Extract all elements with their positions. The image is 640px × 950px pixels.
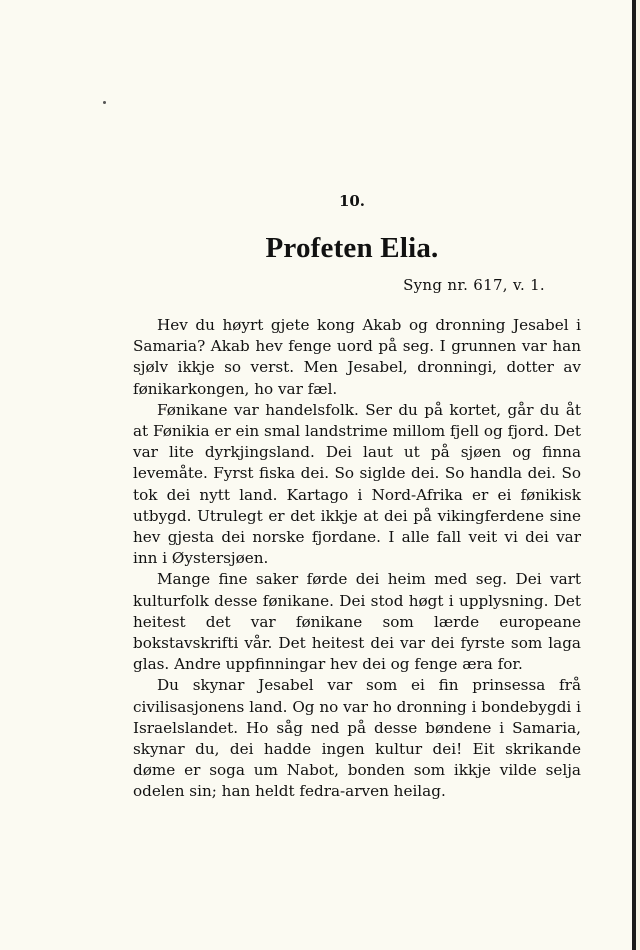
chapter-number: 10.: [338, 192, 366, 210]
paper-speck: [103, 101, 106, 104]
paragraph: Hev du høyrt gjete kong Akab og dronning Jesabel i Samaria? Akab hev fenge uord på seg. I grunnen var han sjølv ikkje so verst. Men Jesabel, dronningi, dotter av fønikarkongen, ho var fæl.: [133, 316, 581, 398]
hymn-reference: Syng nr. 617, v. 1.: [403, 276, 545, 294]
body-text: [133, 315, 581, 803]
paragraph: Du skynar Jesabel var som ei fin prinsessa frå civilisasjonens land. Og no var ho dronning i bondebygdi i Israelslandet. Ho såg ned på desse bøndene i Samaria, skynar du, dei hadde ingen kultur dei! Eit skrikande døme er soga um Nabot, bonden som ikkje vilde selja odelen sin; han heldt fedra-arven heilag.: [133, 676, 581, 801]
paragraph: Fønikane var handelsfolk. Ser du på kortet, går du åt at Fønikia er ein smal landstrime millom fjell og fjord. Det var lite dyrkjingsland. Dei laut ut på sjøen og finna levemåte. Fyrst fiska dei. So siglde dei. So handla dei. So tok dei nytt land. Kartago i Nord-Afrika er ei fønikisk utbygd. Utrulegt er det ikkje at dei på vikingferdene sine hev gjesta dei norske fjordane. I alle fall veit vi dei var inn i Øystersjøen.: [133, 400, 581, 568]
paragraph: Mange fine saker førde dei heim med seg. Dei vart kulturfolk desse fønikane. Dei stod høgt i upplysning. Det heitest det var fønikane som lærde europeane bokstavskrifti vår. Det heitest dei var dei fyrste som laga glas. Andre uppfinningar hev dei og fenge æra for.: [133, 570, 581, 674]
chapter-title: Profeten Elia.: [265, 232, 439, 264]
